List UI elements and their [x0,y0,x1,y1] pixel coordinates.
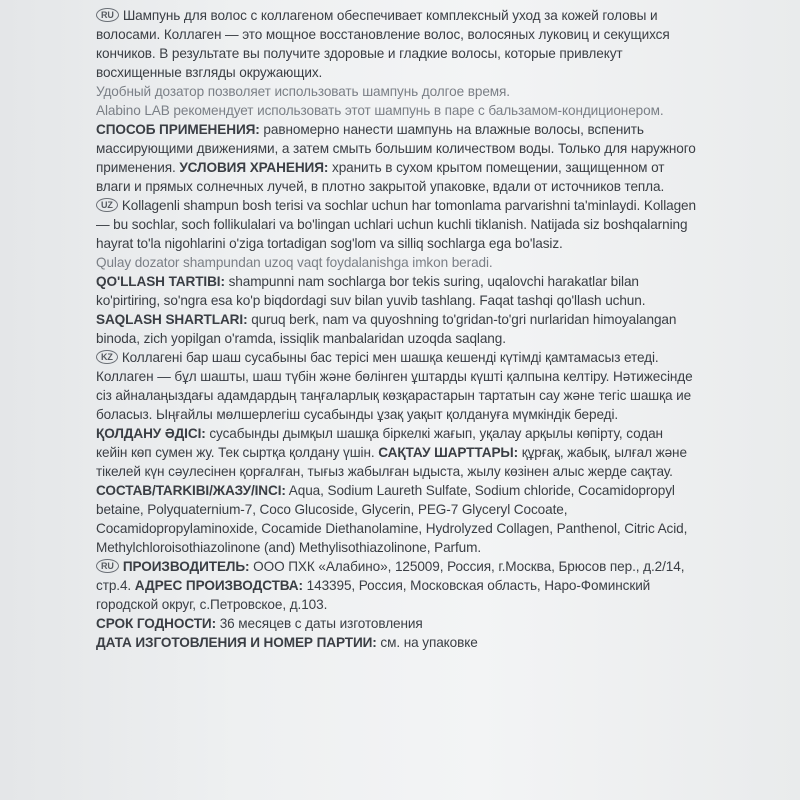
ru-description-text: Шампунь для волос с коллагеном обеспечивает комплексный уход за кожей головы и волосами. Коллаген — это мощное восстановление волос, волосяных луковиц и секущихся кончиков. В результате вы получите здоровые и гладкие волосы, которые привлекут восхищенные взгляды окружающих. [96,8,670,80]
composition-text: Aqua, Sodium Laureth Sulfate, Sodium chloride, Cocamidopropyl betaine, Polyquaternium-7, Coco Glucoside, Glycerin, PEG-7 Glyceryl Cocoate, Cocamidopropylaminoxide, Cocamide Diethanolamine, Hydrolyzed Collagen, Panthenol, Citric Acid, Methylchloroisothiazolinone (and) Methylisothiazolinone, Parfum. [96,483,688,555]
uz-usage-heading: QO'LLASH TARTIBI: [96,274,225,289]
composition [96,481,696,557]
uz-description-text: Kollagenli shampun bosh terisi va sochlar uchun har tomonlama parvarishni ta'minlaydi. Kollagen — bu sochlar, soch follikulalari va bo'lingan uchlari uchun kuchli tiklanish. Natijada siz boshqalarning hayrat to'la nigohlarini o'ziga tortadigan sog'lom va silliq sochlarga ega bo'lasiz. [96,198,696,251]
kz-usage-heading: ҚОЛДАНУ ӘДІСІ: [96,426,206,441]
uz-language-badge: UZ [96,198,118,212]
kz-usage-text: сусабынды дымқыл шашқа біркелкі жағып, уқалау арқылы көпірту, содан кейін көп сумен жу. Тек сыртқа қолдану үшін. [96,426,663,460]
ru-language-badge: RU [96,8,119,22]
product-label-text [96,6,696,652]
ru-storage-heading: УСЛОВИЯ ХРАНЕНИЯ: [179,160,329,175]
ru-usage-heading: СПОСОБ ПРИМЕНЕНИЯ: [96,122,260,137]
kz-storage-text: құрғақ, жабық, ылғал және тікелей күн сәулесінен қорғалған, тығыз жабылған ыдыста, жылу көзінен алыс жерде сақтау. [96,445,687,479]
kz-usage-storage [96,424,696,481]
kz-language-badge: KZ [96,350,118,364]
kz-description-text: Коллагені бар шаш сусабыны бас терісі мен шашқа кешенді күтімді қамтамасыз етеді. Коллаген — бұл шашты, шаш түбін және бөлінген ұштарды күшті қалпына келтіру. Нәтижесінде сіз айналаңыздағы адамдардың таңғаларлық көзқарастарын тартатын сау және тегіс шашқа ие боласыз. Ыңғайлы мөлшерлегіш сусабынды ұзақ уақыт қолдануға мүмкіндік береді. [96,350,693,422]
production-address-heading: АДРЕС ПРОИЗВОДСТВА: [134,578,303,593]
uz-usage-storage [96,272,696,348]
uz-storage-heading: SAQLASH SHARTLARI: [96,312,248,327]
ru-usage-storage [96,120,696,196]
ru-storage-text: хранить в сухом крытом помещении, защищенном от влаги и прямых солнечных лучей, в плотно закрытой упаковке, вдали от источников тепла. [96,160,665,194]
kz-description [96,348,696,424]
uz-dispenser-note: Qulay dozator shampundan uzoq vaqt foydalanishga imkon beradi. [96,255,493,270]
uz-usage-text: shampunni nam sochlarga bor tekis suring, uqalovchi harakatlar bilan ko'pirtiring, so'ngra esa ko'p biqdordagi suv bilan yuvib tashlang. Faqat tashqi qo'llash uchun. [96,274,646,308]
manufacturer-text: ООО ПХК «Алабино», 125009, Россия, г.Москва, Брюсов пер., д.2/14, стр.4. [96,559,685,593]
manufacturer-language-badge: RU [96,559,119,573]
manufacturer-info [96,557,696,614]
manufacturer-heading: ПРОИЗВОДИТЕЛЬ: [122,559,250,574]
ru-recommendation: Alabino LAB рекомендует использовать этот шампунь в паре с бальзамом-кондиционером. [96,103,664,118]
production-address-text: 143395, Россия, Московская область, Наро-Фоминский городской округ, с.Петровское, д.103. [96,578,651,612]
uz-storage-text: quruq berk, nam va quyoshning to'gridan-to'gri nurlaridan himoyalangan binoda, zich yopilgan o'ramda, issiqlik manbalaridan uzoqda saqlang. [96,312,677,346]
batch-info [96,633,696,652]
kz-storage-heading: САҚТАУ ШАРТТАРЫ: [378,445,519,460]
shelf-life-heading: СРОК ГОДНОСТИ: [96,616,217,631]
ru-dispenser-note: Удобный дозатор позволяет использовать шампунь долгое время. [96,84,510,99]
shelf-life [96,614,696,633]
batch-text: см. на упаковке [376,635,478,650]
batch-heading: ДАТА ИЗГОТОВЛЕНИЯ И НОМЕР ПАРТИИ: [96,635,377,650]
composition-heading: СОСТАВ/TARKIBI/ЖАЗУ/INCI: [96,483,286,498]
uz-description [96,196,696,253]
shelf-life-text: 36 месяцев с даты изготовления [216,616,423,631]
ru-description [96,6,696,82]
ru-usage-text: равномерно нанести шампунь на влажные волосы, вспенить массирующими движениями, а затем смыть большим количеством воды. Только для наружного применения. [96,122,696,175]
